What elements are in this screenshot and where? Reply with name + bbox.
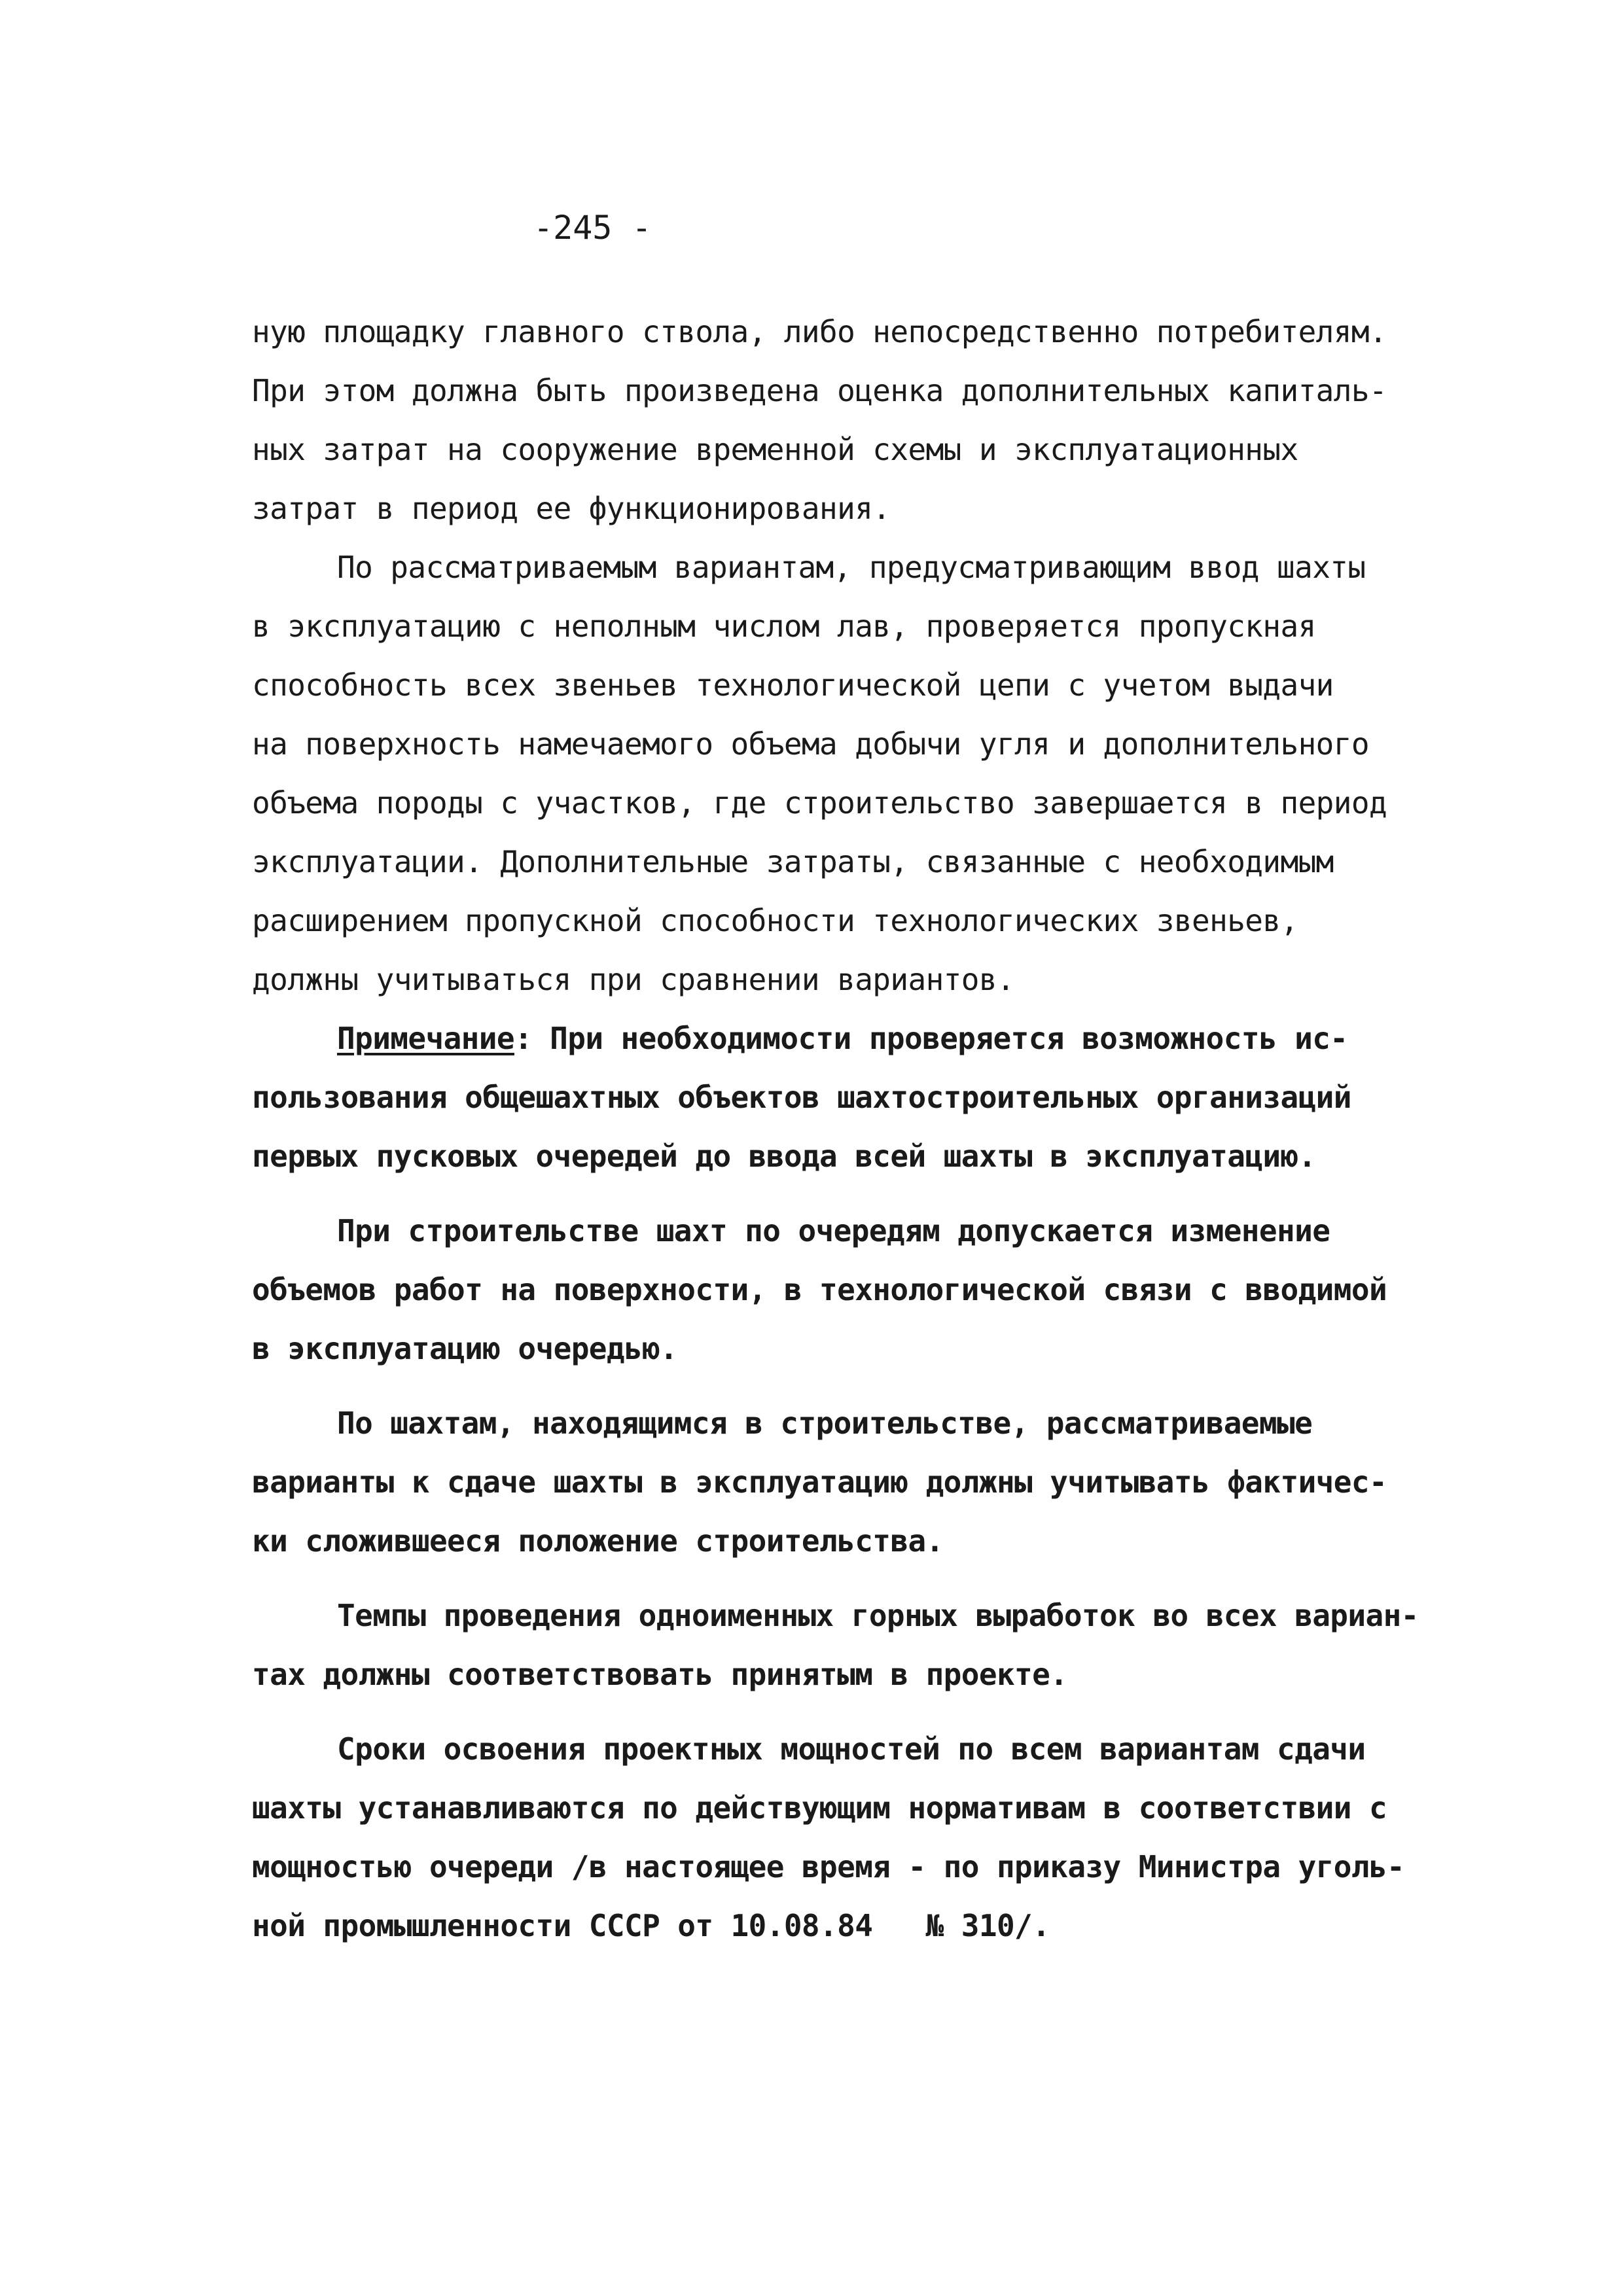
text-line: в эксплуатацию очередью. — [252, 1331, 678, 1366]
text-line: пользования общешахтных объектов шахтостроительных организаций — [252, 1080, 1351, 1115]
paragraph-gap — [252, 1570, 1417, 1586]
paragraph-gap — [252, 1186, 1417, 1201]
text-line: При этом должна быть произведена оценка дополнительных капиталь- — [252, 373, 1387, 408]
text-line: должны учитываться при сравнении вариантов. — [252, 962, 1015, 997]
text-line — [252, 1009, 1417, 1068]
text-line: способность всех звеньев технологической цепи с учетом выдачи — [252, 667, 1334, 703]
note-text: : При необходимости проверяется возможность ис- — [514, 1021, 1348, 1056]
note-label: Примечание — [337, 1021, 514, 1056]
paragraph-1 — [252, 302, 1417, 538]
text-line: ной промышленности СССР от 10.08.84 № 310/. — [252, 1908, 1050, 1943]
text-line: По шахтам, находящимся в строительстве, рассматриваемые — [337, 1405, 1313, 1441]
text-line: ки сложившееся положение строительства. — [252, 1523, 944, 1559]
text-line: объемов работ на поверхности, в технологической связи с вводимой — [252, 1272, 1387, 1307]
text-line: первых пусковых очередей до ввода всей шахты в эксплуатацию. — [252, 1139, 1316, 1174]
text-line: ную площадку главного ствола, либо непосредственно потребителям. — [252, 314, 1387, 349]
paragraph-gap — [252, 1704, 1417, 1720]
text-line: шахты устанавливаются по действующим нормативам в соответствии с — [252, 1790, 1387, 1826]
text-line: По рассматриваемым вариантам, предусматривающим ввод шахты — [337, 550, 1366, 585]
paragraph-2 — [252, 538, 1417, 1009]
text-line: ных затрат на сооружение временной схемы и эксплуатационных — [252, 432, 1298, 467]
body-text — [252, 302, 1417, 1955]
text-line: расширением пропускной способности технологических звеньев, — [252, 903, 1298, 938]
paragraph-5 — [252, 1586, 1417, 1704]
text-line: затрат в период ее функционирования. — [252, 491, 891, 526]
text-line: в эксплуатацию с неполным числом лав, проверяется пропускная — [252, 609, 1316, 644]
paragraph-4 — [252, 1394, 1417, 1570]
paragraph-6 — [252, 1720, 1417, 1955]
text-line: варианты к сдаче шахты в эксплуатацию должны учитывать фактичес- — [252, 1464, 1387, 1500]
text-line: Сроки освоения проектных мощностей по всем вариантам сдачи — [337, 1731, 1366, 1767]
text-line: Темпы проведения одноименных горных выработок во всех вариан- — [337, 1598, 1419, 1633]
text-line: тах должны соответствовать принятым в проекте. — [252, 1657, 1068, 1692]
text-line: эксплуатации. Дополнительные затраты, связанные с необходимым — [252, 844, 1334, 879]
text-line: мощностью очереди /в настоящее время - по приказу Министра уголь- — [252, 1849, 1405, 1884]
text-line: на поверхность намечаемого объема добычи угля и дополнительного — [252, 726, 1369, 762]
paragraph-gap — [252, 1378, 1417, 1394]
note-paragraph — [252, 1009, 1417, 1186]
paragraph-3 — [252, 1201, 1417, 1378]
page-number: -245 - — [533, 209, 652, 247]
text-line: объема породы с участков, где строительство завершается в период — [252, 785, 1387, 821]
text-line: При строительстве шахт по очередям допускается изменение — [337, 1213, 1330, 1248]
